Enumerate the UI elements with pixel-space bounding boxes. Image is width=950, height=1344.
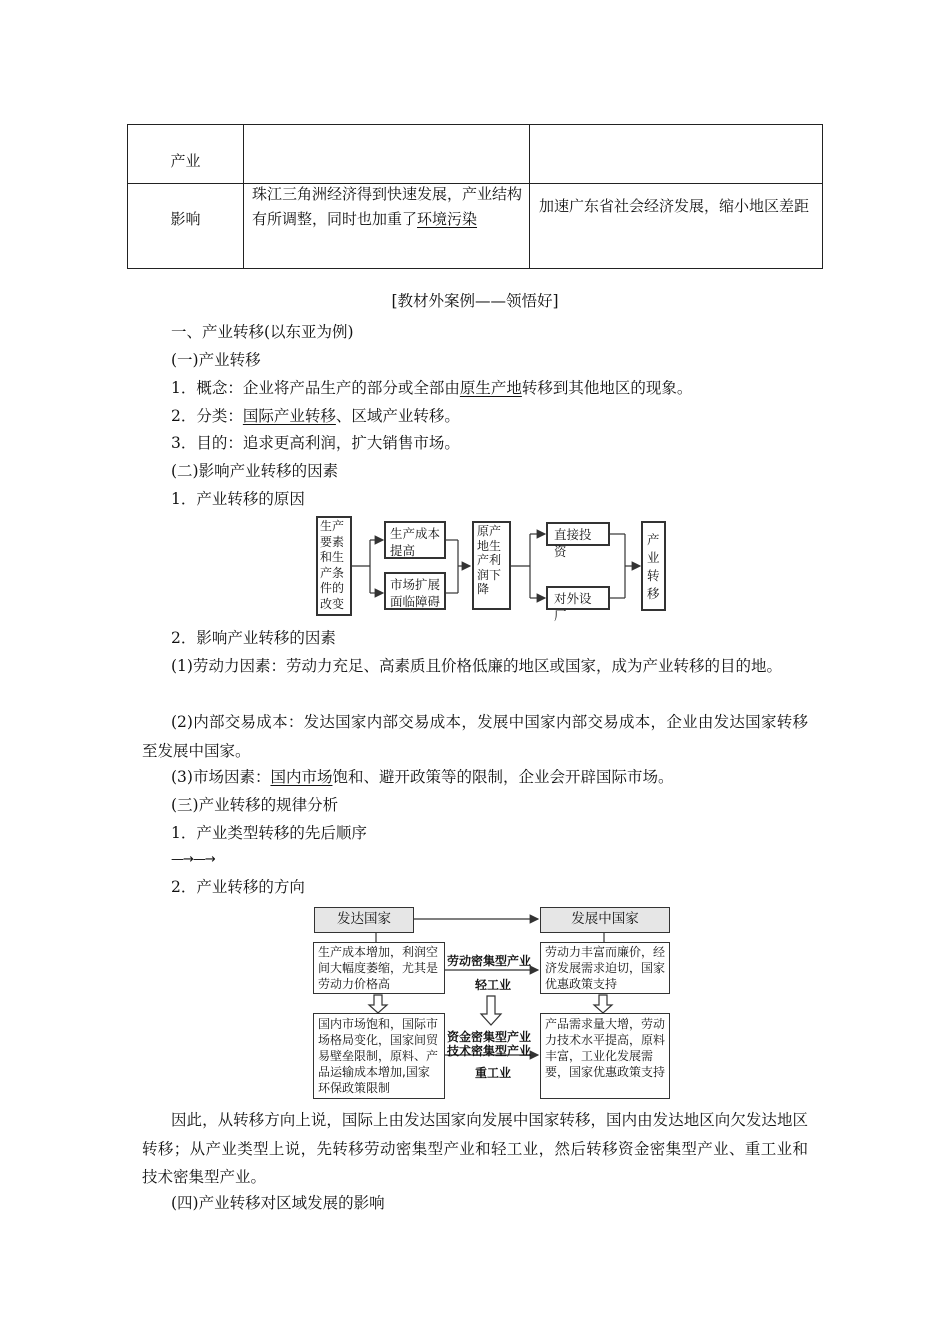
developed-country-box: 发达国家 [314, 907, 414, 933]
section-title-1: 一、产业转移(以东亚为例) [171, 323, 354, 341]
developing-pull-factors-2: 产品需求量大增，劳动力技术水平提高，原料丰富，工业化发展需要，国家优惠政策支持 [540, 1013, 670, 1099]
label-capital-intensive: 资金密集型产业 [447, 1030, 532, 1044]
section-heading: [教材外案例——领悟好] [391, 292, 559, 310]
row-label-industry: 产业 [170, 152, 201, 170]
subsection-title: (一)产业转移 [171, 351, 261, 369]
factor-cost: (2)内部交易成本：发达国家内部交易成本，发展中国家内部交易成本，企业由发达国家转移至发展中国家。 [142, 713, 808, 760]
factor-market: (3)市场因素：国内市场饱和、避开政策等的限制，企业会开辟国际市场。 [171, 768, 674, 786]
flow-start-text: 生产要素和生产条件的改变 [318, 518, 350, 614]
flow-profit-box: 原产地生产利润下降 [472, 521, 511, 610]
flow-invest-box: 直接投资 [546, 522, 610, 546]
flow-cost-box: 生产成本提高 [384, 521, 446, 559]
flow-result-box: 产业转移 [641, 521, 666, 611]
conclusion-paragraph: 因此，从转移方向上说，国际上由发达国家向发展中国家转移，国内由发达地区向欠发达地区转移；从产业类型上说，先转移劳动密集型产业和轻工业，然后转移资金密集型产业、重工业和技术密集型产业。 [142, 1111, 808, 1186]
order-title: 1．产业类型转移的先后顺序 [171, 824, 367, 842]
developing-pull-factors: 劳动力丰富而廉价，经济发展需求迫切，国家优惠政策支持 [540, 942, 670, 994]
label-labor-intensive: 劳动密集型产业 [447, 954, 532, 968]
impact-pearl-delta: 珠江三角洲经济得到快速发展，产业结构有所调整，同时也加重了环境污染 [252, 185, 523, 228]
subsection-title: (三)产业转移的规律分析 [171, 796, 339, 814]
subsection-title: (二)影响产业转移的因素 [171, 462, 339, 480]
subsection-title: (四)产业转移对区域发展的影响 [171, 1194, 385, 1212]
label-light-industry: 轻工业 [475, 978, 512, 992]
developed-push-factors: 生产成本增加，利润空间大幅度萎缩，尤其是劳动力价格高 [313, 942, 445, 994]
factor-labor: (1)劳动力因素：劳动力充足、高素质且价格低廉的地区或国家，成为产业转移的目的地。 [171, 657, 782, 675]
developed-push-factors-2: 国内市场饱和，国际市场格局变化，国家间贸易壁垒限制，原料、产品运输成本增加,国家环保政策限制 [313, 1013, 445, 1099]
classification-line: 2．分类：国际产业转移、区域产业转移。 [171, 407, 460, 425]
reason-title: 1．产业转移的原因 [171, 490, 305, 508]
flow-factory-box: 对外设厂 [546, 586, 610, 610]
factor-title: 2．影响产业转移的因素 [171, 629, 336, 647]
developing-country-box: 发展中国家 [540, 907, 670, 933]
row-label-impact: 影响 [170, 210, 201, 228]
order-sequence: —→—→ [171, 852, 215, 867]
flow-market-box: 市场扩展面临障碍 [384, 572, 446, 610]
label-tech-intensive: 技术密集型产业 [447, 1044, 532, 1058]
impact-guangdong: 加速广东省社会经济发展，缩小地区差距 [539, 197, 810, 215]
direction-title: 2．产业转移的方向 [171, 878, 305, 896]
concept-line: 1．概念：企业将产品生产的部分或全部由原生产地转移到其他地区的现象。 [171, 379, 693, 397]
label-heavy-industry: 重工业 [475, 1066, 512, 1080]
purpose-line: 3．目的：追求更高利润，扩大销售市场。 [171, 434, 460, 452]
